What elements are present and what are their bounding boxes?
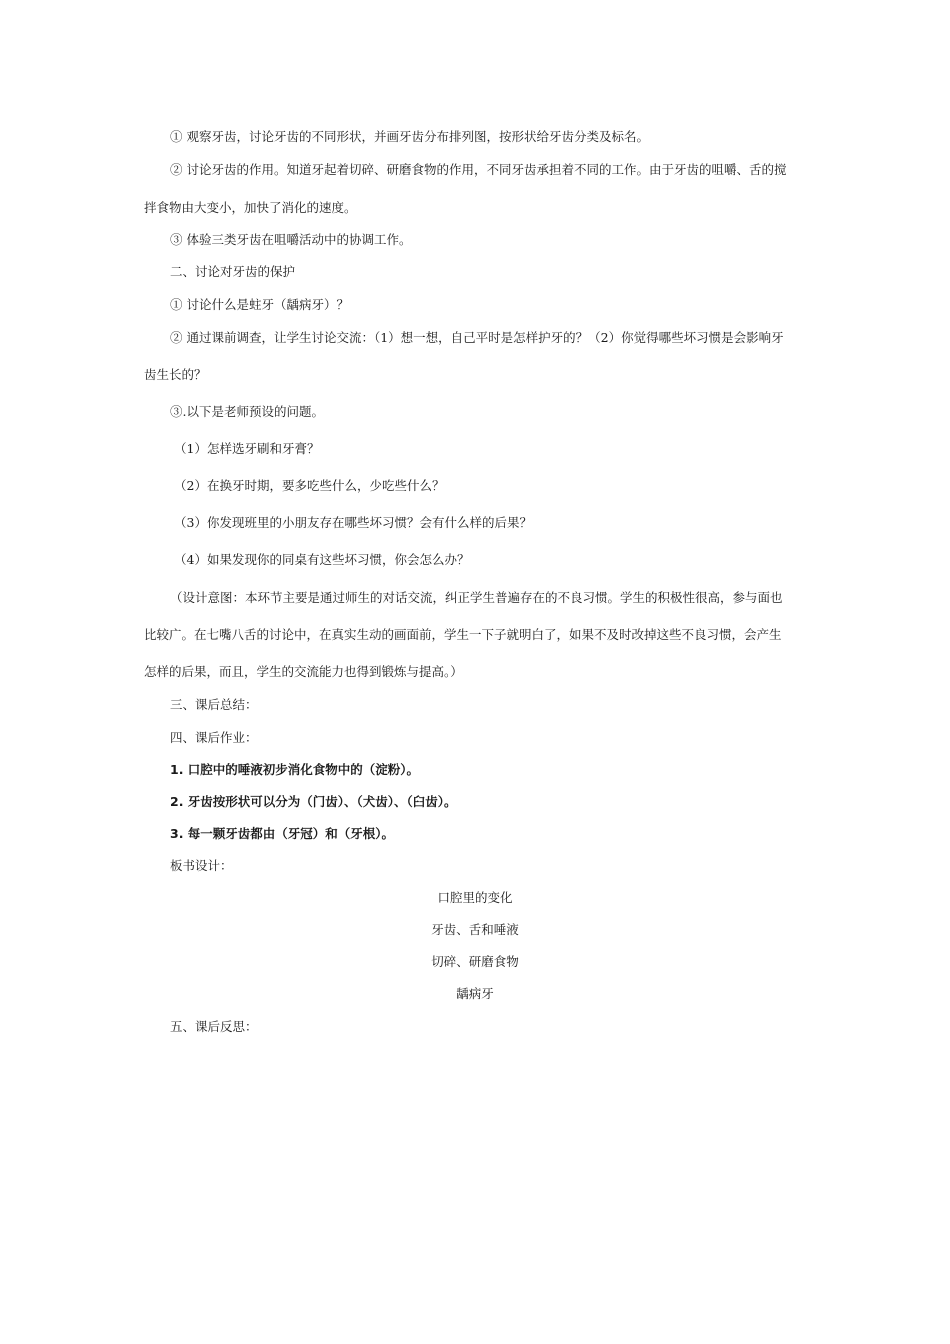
paragraph-what-is-cavity: ① 讨论什么是蛀牙（龋病牙）？ — [170, 297, 349, 312]
paragraph-design-intent-cont-1: 比较广。在七嘴八舌的讨论中，在真实生动的画面前，学生一下子就明白了，如果不及时改掉这些不良习惯，会产生 — [144, 627, 782, 642]
board-design-label: 板书设计： — [170, 858, 233, 873]
section-heading-homework: 四、课后作业： — [170, 730, 258, 745]
board-line-4: 龋病牙 — [456, 986, 494, 1001]
paragraph-teeth-function-cont: 拌食物由大变小，加快了消化的速度。 — [144, 200, 357, 215]
question-item-3: （3）你发现班里的小朋友存在哪些坏习惯？会有什么样的后果？ — [174, 515, 532, 530]
section-heading-reflection: 五、课后反思： — [170, 1019, 258, 1034]
paragraph-design-intent: （设计意图：本环节主要是通过师生的对话交流，纠正学生普遍存在的不良习惯。学生的积极性很高，参与面也 — [170, 590, 783, 605]
section-heading-protection: 二、讨论对牙齿的保护 — [170, 264, 296, 279]
section-heading-summary: 三、课后总结： — [170, 697, 258, 712]
paragraph-teeth-function: ② 讨论牙齿的作用。知道牙起着切碎、研磨食物的作用，不同牙齿承担着不同的工作。由于牙齿的咀嚼、舌的搅 — [170, 162, 787, 177]
paragraph-observe-teeth: ① 观察牙齿，讨论牙齿的不同形状，并画牙齿分布排列图，按形状给牙齿分类及标名。 — [170, 129, 649, 144]
board-line-2: 牙齿、舌和唾液 — [431, 922, 519, 937]
homework-item-1: 1. 口腔中的唾液初步消化食物中的（淀粉）。 — [170, 762, 420, 777]
paragraph-survey-discussion: ② 通过课前调查，让学生讨论交流：（1）想一想，自己平时是怎样护牙的？（2）你觉得哪些坏习惯是会影响牙 — [170, 330, 784, 345]
paragraph-preset-questions: ③.以下是老师预设的问题。 — [170, 404, 324, 419]
board-line-1: 口腔里的变化 — [437, 890, 513, 905]
question-item-4: （4）如果发现你的同桌有这些坏习惯，你会怎么办？ — [174, 552, 470, 567]
paragraph-survey-discussion-cont: 齿生长的？ — [144, 367, 207, 382]
question-item-1: （1）怎样选牙刷和牙膏？ — [174, 441, 320, 456]
paragraph-design-intent-cont-2: 怎样的后果，而且，学生的交流能力也得到锻炼与提高。） — [144, 664, 463, 679]
paragraph-experience-teeth: ③ 体验三类牙齿在咀嚼活动中的协调工作。 — [170, 232, 412, 247]
homework-item-3: 3. 每一颗牙齿都由（牙冠）和（牙根）。 — [170, 826, 395, 841]
homework-item-2: 2. 牙齿按形状可以分为（门齿）、（犬齿）、（臼齿）。 — [170, 794, 457, 809]
board-line-3: 切碎、研磨食物 — [431, 954, 519, 969]
question-item-2: （2）在换牙时期，要多吃些什么，少吃些什么？ — [174, 478, 445, 493]
